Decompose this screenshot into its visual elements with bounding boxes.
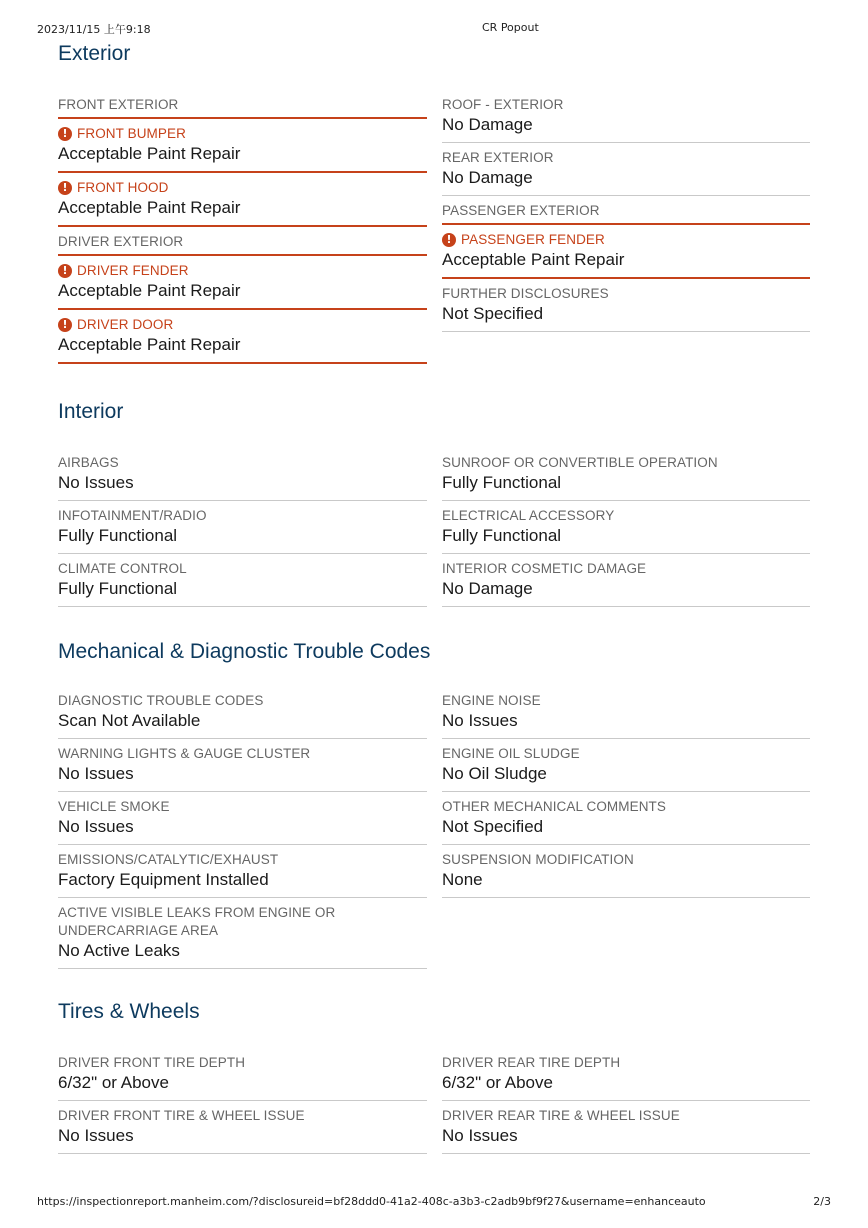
item-label: SUNROOF OR CONVERTIBLE OPERATION — [442, 455, 718, 470]
list-item — [442, 845, 810, 898]
item-value: None — [442, 870, 483, 889]
driver-exterior-group-header — [58, 227, 427, 256]
tires-left-column — [58, 1054, 427, 1154]
driver-fender-value: Acceptable Paint Repair — [58, 281, 241, 300]
passenger-fender-value: Acceptable Paint Repair — [442, 250, 625, 269]
item-value: Factory Equipment Installed — [58, 870, 269, 889]
item-label: VEHICLE SMOKE — [58, 799, 170, 814]
item-value: Fully Functional — [58, 579, 178, 598]
item-label: INFOTAINMENT/RADIO — [58, 508, 207, 523]
tires-section-title: Tires & Wheels — [58, 1000, 200, 1023]
front-hood-value: Acceptable Paint Repair — [58, 198, 241, 217]
front-bumper-label: FRONT BUMPER — [77, 126, 186, 141]
item-value: No Issues — [58, 817, 134, 836]
item-value: Fully Functional — [442, 473, 562, 492]
item-value: 6/32" or Above — [58, 1073, 169, 1092]
item-value: No Issues — [442, 711, 518, 730]
exterior-right-column — [442, 96, 810, 332]
list-item — [442, 1101, 810, 1154]
tires-right-column — [442, 1054, 810, 1154]
item-label: CLIMATE CONTROL — [58, 561, 187, 576]
item-value: No Issues — [58, 1126, 134, 1145]
alert-icon: ! — [58, 127, 72, 141]
item-label: WARNING LIGHTS & GAUGE CLUSTER — [58, 746, 311, 761]
passenger-fender-label: PASSENGER FENDER — [461, 232, 605, 247]
item-value: Fully Functional — [58, 526, 178, 545]
interior-section-title: Interior — [58, 400, 124, 423]
list-item — [58, 898, 427, 969]
item-value: Scan Not Available — [58, 711, 201, 730]
list-item — [58, 1054, 427, 1101]
rear-item — [442, 143, 810, 196]
item-label: EMISSIONS/CATALYTIC/EXHAUST — [58, 852, 279, 867]
alert-icon: ! — [58, 181, 72, 195]
roof-item — [442, 96, 810, 143]
rear-label: REAR EXTERIOR — [442, 150, 554, 165]
item-value: No Damage — [442, 579, 533, 598]
list-item — [442, 739, 810, 792]
passenger-exterior-label: PASSENGER EXTERIOR — [442, 203, 600, 218]
item-label: ENGINE NOISE — [442, 693, 541, 708]
list-item — [442, 792, 810, 845]
item-label: DRIVER FRONT TIRE & WHEEL ISSUE — [58, 1108, 305, 1123]
driver-fender-label: DRIVER FENDER — [77, 263, 189, 278]
alert-icon: ! — [58, 318, 72, 332]
print-datetime: 2023/11/15 上午9:18 — [37, 23, 151, 36]
item-label: SUSPENSION MODIFICATION — [442, 852, 634, 867]
item-label: INTERIOR COSMETIC DAMAGE — [442, 561, 647, 576]
item-label: DRIVER REAR TIRE DEPTH — [442, 1055, 621, 1070]
driver-fender-item — [58, 256, 427, 310]
list-item — [58, 1101, 427, 1154]
item-value: No Issues — [58, 473, 134, 492]
item-label: ENGINE OIL SLUDGE — [442, 746, 580, 761]
exterior-left-column — [58, 96, 427, 364]
list-item — [58, 792, 427, 845]
passenger-exterior-group-header — [442, 196, 810, 225]
item-value: Not Specified — [442, 817, 544, 836]
list-item — [58, 554, 427, 607]
item-value: No Oil Sludge — [442, 764, 547, 783]
list-item — [58, 845, 427, 898]
list-item — [58, 501, 427, 554]
item-label: DIAGNOSTIC TROUBLE CODES — [58, 693, 264, 708]
list-item — [58, 454, 427, 501]
mechanical-right-column — [442, 692, 810, 898]
item-label: DRIVER REAR TIRE & WHEEL ISSUE — [442, 1108, 680, 1123]
front-bumper-item — [58, 119, 427, 173]
print-page-title: CR Popout — [482, 21, 539, 34]
item-label: AIRBAGS — [58, 455, 119, 470]
driver-door-item — [58, 310, 427, 364]
roof-label: ROOF - EXTERIOR — [442, 97, 564, 112]
item-value: No Issues — [442, 1126, 518, 1145]
list-item — [442, 454, 810, 501]
print-url: https://inspectionreport.manheim.com/?disclosureid=bf28ddd0-41a2-408c-a3b3-c2adb9bf9f27&username=enhanceauto — [37, 1195, 706, 1208]
front-bumper-value: Acceptable Paint Repair — [58, 144, 241, 163]
item-label: OTHER MECHANICAL COMMENTS — [442, 799, 667, 814]
rear-value: No Damage — [442, 168, 533, 187]
mechanical-left-column — [58, 692, 427, 969]
list-item — [442, 501, 810, 554]
item-value: No Active Leaks — [58, 941, 180, 960]
further-disclosures-item — [442, 279, 810, 332]
passenger-fender-item — [442, 225, 810, 279]
driver-door-value: Acceptable Paint Repair — [58, 335, 241, 354]
item-label: DRIVER FRONT TIRE DEPTH — [58, 1055, 246, 1070]
item-label: ELECTRICAL ACCESSORY — [442, 508, 615, 523]
item-label: ACTIVE VISIBLE LEAKS FROM ENGINE OR UNDERCARRIAGE AREA — [58, 905, 336, 938]
list-item — [442, 1054, 810, 1101]
roof-value: No Damage — [442, 115, 533, 134]
mechanical-section-title: Mechanical & Diagnostic Trouble Codes — [58, 640, 431, 663]
driver-exterior-label: DRIVER EXTERIOR — [58, 234, 184, 249]
item-value: 6/32" or Above — [442, 1073, 553, 1092]
exterior-section-title: Exterior — [58, 42, 131, 65]
interior-right-column — [442, 454, 810, 607]
list-item — [58, 692, 427, 739]
alert-icon: ! — [442, 233, 456, 247]
item-value: Fully Functional — [442, 526, 562, 545]
front-exterior-group-header — [58, 96, 427, 119]
list-item — [442, 692, 810, 739]
further-disclosures-label: FURTHER DISCLOSURES — [442, 286, 609, 301]
item-value: No Issues — [58, 764, 134, 783]
front-exterior-label: FRONT EXTERIOR — [58, 97, 179, 112]
alert-icon: ! — [58, 264, 72, 278]
front-hood-label: FRONT HOOD — [77, 180, 169, 195]
list-item — [442, 554, 810, 607]
interior-left-column — [58, 454, 427, 607]
driver-door-label: DRIVER DOOR — [77, 317, 174, 332]
further-disclosures-value: Not Specified — [442, 304, 544, 323]
list-item — [58, 739, 427, 792]
print-page-number: 2/3 — [813, 1195, 831, 1208]
front-hood-item — [58, 173, 427, 227]
